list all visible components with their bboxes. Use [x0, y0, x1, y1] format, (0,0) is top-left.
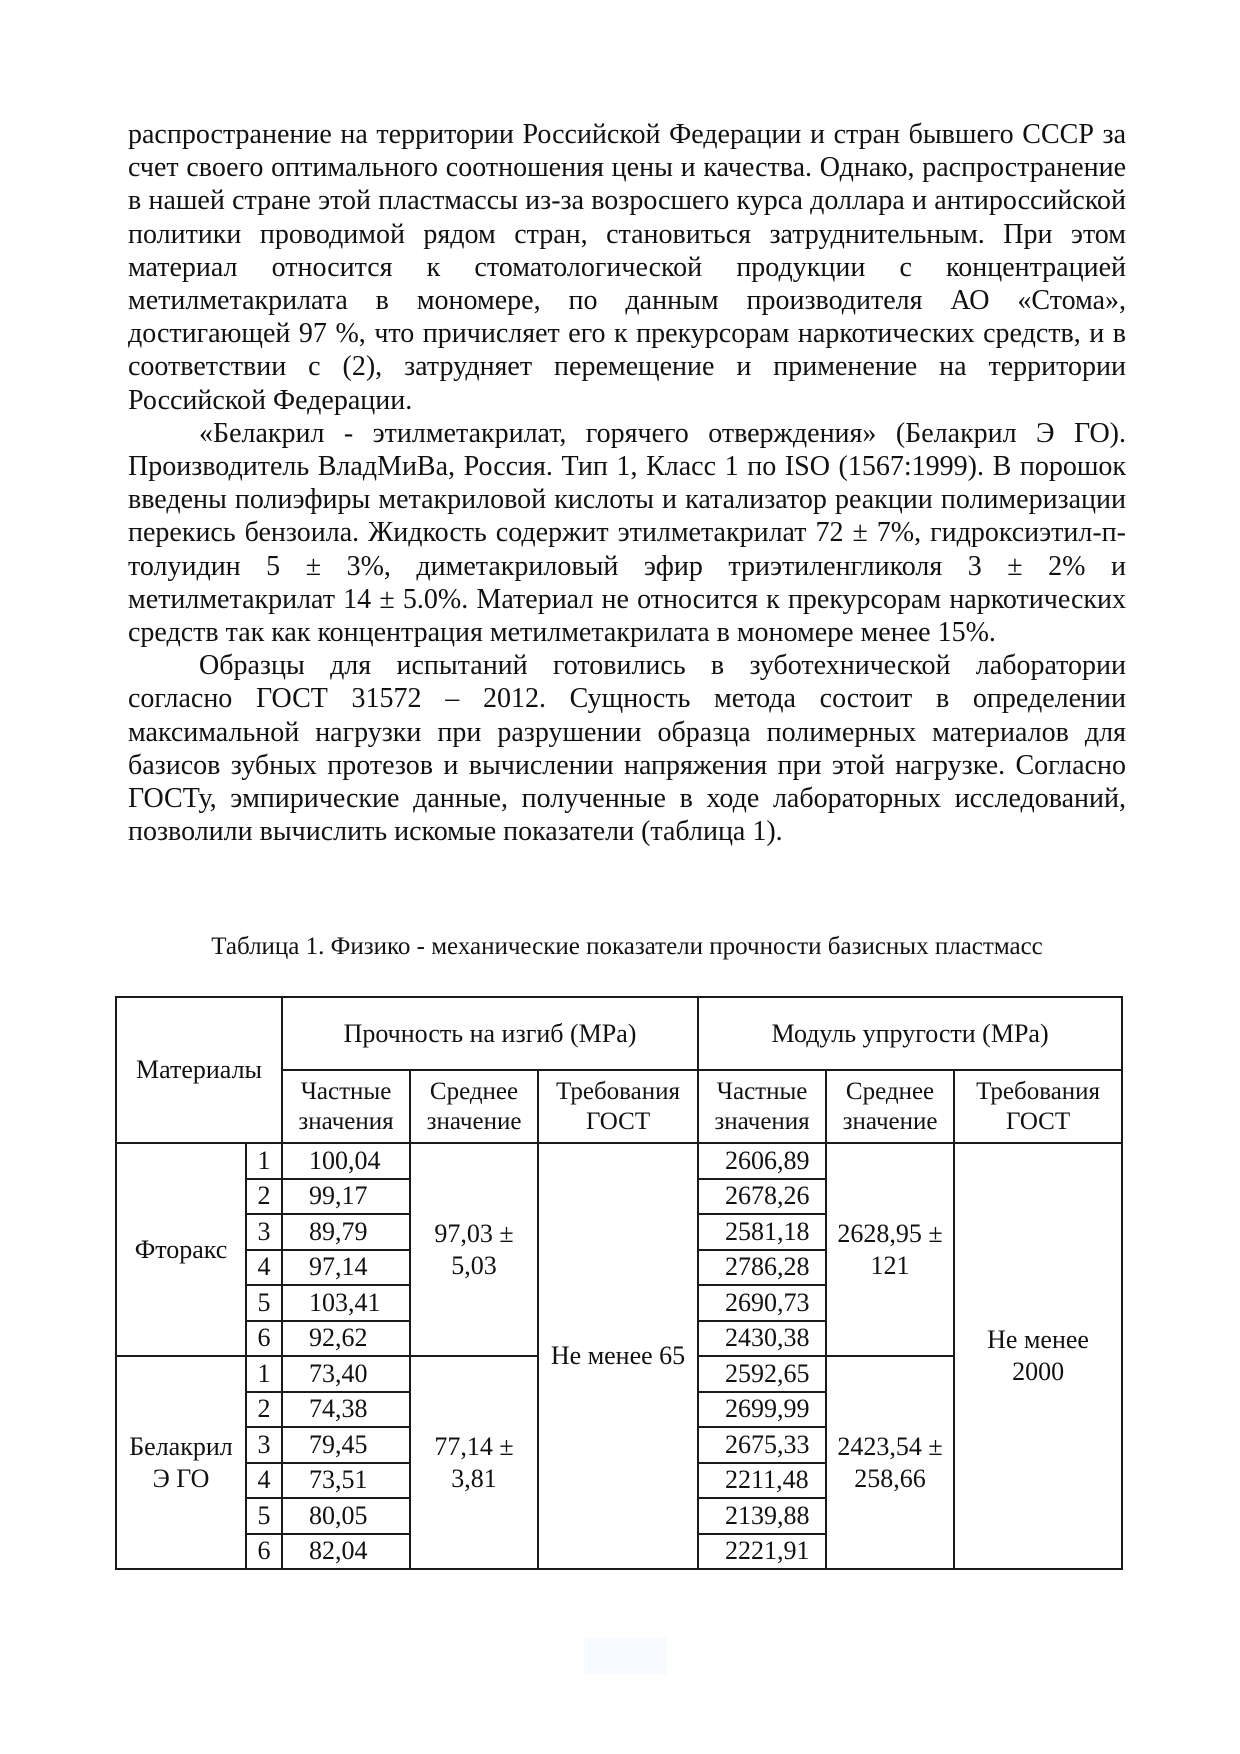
- strength-gost-requirement: Не менее 65: [538, 1143, 698, 1569]
- modulus-value: 2606,89: [698, 1143, 826, 1179]
- sample-index: 3: [246, 1427, 282, 1463]
- strength-value: 97,14: [282, 1250, 410, 1286]
- modulus-value: 2786,28: [698, 1250, 826, 1286]
- table-row: [116, 1143, 1122, 1179]
- sample-index: 2: [246, 1179, 282, 1215]
- sample-index: 5: [246, 1498, 282, 1534]
- strength-value: 99,17: [282, 1179, 410, 1215]
- modulus-group-header: Модуль упругости (MPa): [698, 997, 1122, 1070]
- modulus-value: 2678,26: [698, 1179, 826, 1215]
- modulus-value: 2221,91: [698, 1534, 826, 1570]
- modulus-value: 2699,99: [698, 1392, 826, 1428]
- strength-value: 89,79: [282, 1214, 410, 1250]
- properties-table: [115, 996, 1123, 1570]
- strength-value: 82,04: [282, 1534, 410, 1570]
- strength-value: 92,62: [282, 1321, 410, 1357]
- paragraph-1: распространение на территории Российской Федерации и стран бывшего СССР за счет своего оптимального соотношения цены и качества. Однако, распространение в нашей стране этой пластмассы из-за возросшего курса доллара и антироссийской политики проводимой рядом стран, становиться затруднительным. При этом материал относится к стоматологической продукции с концентрацией метилметакрилата в мономере, по данным производителя АО «Стома», достигающей 97 %, что причисляет его к прекурсорам наркотических средств, и в соответствии с (2), затрудняет перемещение и применение на территории Российской Федерации.: [128, 119, 1126, 416]
- modulus-value: 2581,18: [698, 1214, 826, 1250]
- modulus-value: 2690,73: [698, 1285, 826, 1321]
- modulus-value: 2592,65: [698, 1356, 826, 1392]
- modulus-mean: 2628,95 ± 121: [826, 1143, 954, 1356]
- strength-value: 80,05: [282, 1498, 410, 1534]
- sample-index: 5: [246, 1285, 282, 1321]
- strength-value: 100,04: [282, 1143, 410, 1179]
- document-body: [128, 118, 1126, 848]
- strength-mean: 77,14 ± 3,81: [410, 1356, 538, 1569]
- strength-value: 73,51: [282, 1463, 410, 1499]
- strength-gost-header: Требования ГОСТ: [538, 1070, 698, 1143]
- sample-index: 4: [246, 1250, 282, 1286]
- table-caption: Таблица 1. Физико - механические показатели прочности базисных пластмасс: [211, 933, 1043, 960]
- strength-value: 74,38: [282, 1392, 410, 1428]
- sample-index: 6: [246, 1534, 282, 1570]
- materials-header: Материалы: [116, 997, 282, 1143]
- material-name: Белакрил Э ГО: [116, 1356, 246, 1569]
- page-mark: [584, 1638, 668, 1674]
- material-name: Фторакс: [116, 1143, 246, 1356]
- modulus-partial-header: Частные значения: [698, 1070, 826, 1143]
- modulus-value: 2139,88: [698, 1498, 826, 1534]
- sample-index: 1: [246, 1356, 282, 1392]
- strength-partial-header: Частные значения: [282, 1070, 410, 1143]
- strength-value: 103,41: [282, 1285, 410, 1321]
- sample-index: 3: [246, 1214, 282, 1250]
- strength-mean-header: Среднее значение: [410, 1070, 538, 1143]
- sample-index: 1: [246, 1143, 282, 1179]
- paragraph-3: Образцы для испытаний готовились в зуботехнической лаборатории согласно ГОСТ 31572 – 2012. Сущность метода состоит в определении максимальной нагрузки при разрушении образца полимерных материалов для базисов зубных протезов и вычислении напряжения при этой нагрузке. Согласно ГОСТу, эмпирические данные, полученные в ходе лабораторных исследований, позволили вычислить искомые показатели (таблица 1).: [128, 650, 1126, 848]
- sample-index: 2: [246, 1392, 282, 1428]
- strength-mean: 97,03 ± 5,03: [410, 1143, 538, 1356]
- sample-index: 4: [246, 1463, 282, 1499]
- paragraph-2: «Белакрил - этилметакрилат, горячего отверждения» (Белакрил Э ГО). Производитель ВладМиВа, Россия. Тип 1, Класс 1 по ISO (1567:1999). В порошок введены полиэфиры метакриловой кислоты и катализатор реакции полимеризации перекись бензоила. Жидкость содержит этилметакрилат 72 ± 7%, гидроксиэтил-п-толуидин 5 ± 3%, диметакриловый эфир триэтиленгликоля 3 ± 2% и метилметакрилат 14 ± 5.0%. Материал не относится к прекурсорам наркотических средств так как концентрация метилметакрилата в мономере менее 15%.: [128, 417, 1126, 649]
- strength-value: 79,45: [282, 1427, 410, 1463]
- modulus-mean-header: Среднее значение: [826, 1070, 954, 1143]
- modulus-value: 2430,38: [698, 1321, 826, 1357]
- modulus-gost-requirement: Не менее 2000: [954, 1143, 1122, 1569]
- modulus-value: 2211,48: [698, 1463, 826, 1499]
- sample-index: 6: [246, 1321, 282, 1357]
- modulus-mean: 2423,54 ± 258,66: [826, 1356, 954, 1569]
- modulus-gost-header: Требования ГОСТ: [954, 1070, 1122, 1143]
- modulus-value: 2675,33: [698, 1427, 826, 1463]
- strength-value: 73,40: [282, 1356, 410, 1392]
- strength-group-header: Прочность на изгиб (MPa): [282, 997, 698, 1070]
